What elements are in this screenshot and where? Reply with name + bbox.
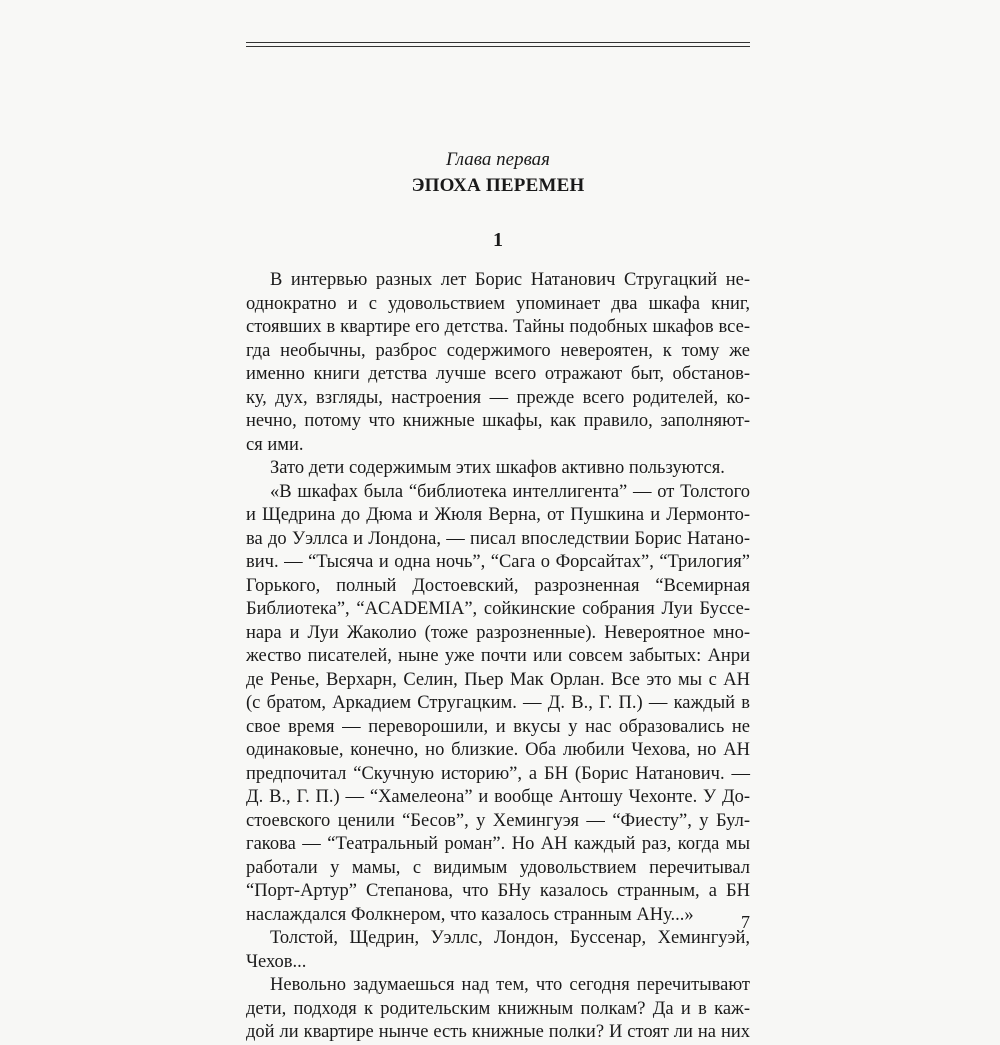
body-text (246, 269, 750, 1045)
text-line: жество писателей, ныне уже почти или совсем забытых: Анри (246, 646, 750, 666)
text-line: стоявших в квартире его детства. Тайны подобных шкафов все- (246, 317, 750, 337)
text-line: нара и Луи Жаколио (тоже разрозненные). Невероятное мно- (246, 622, 750, 643)
text-line: стоевского ценили “Бесов”, у Хемингуэя — “Фиесту”, у Бул- (246, 810, 750, 831)
text-line: гакова — “Театральный роман”. Но АН каждый раз, когда мы (246, 834, 750, 854)
text-line: наслаждался Фолкнером, что казалось странным АНу...» (246, 904, 694, 925)
text-line: Толстой, Щедрин, Уэллс, Лондон, Буссенар, Хемингуэй, (270, 928, 750, 948)
text-line: «В шкафах была “библиотека интеллигента” — от Толстого (270, 481, 750, 502)
text-line: Чехов... (246, 951, 307, 972)
page-number: 7 (741, 912, 750, 932)
text-line: гда необычны, разброс содержимого невероятен, к тому же (246, 340, 750, 361)
text-line: предпочитал “Скучную историю”, а БН (Борис Натанович. — (246, 763, 750, 784)
header-double-rule (246, 42, 750, 47)
text-line: свое время — переворошили, и вкусы у нас образовались не (246, 716, 750, 737)
text-line: ся ими. (246, 434, 304, 455)
text-line: (с братом, Аркадием Стругацким. — Д. В., Г. П.) — каждый в (246, 693, 750, 713)
text-line: ку, дух, взгляды, настроения — прежде всего родителей, ко- (246, 387, 750, 408)
text-line: вич. — “Тысяча и одна ночь”, “Сага о Форсайтах”, “Трилогия” (246, 552, 750, 572)
chapter-label: Глава первая (445, 149, 551, 170)
text-line: дой ли квартире нынче есть книжные полки? И стоят ли на них (246, 1022, 750, 1042)
text-line: однократно и с удовольствием упоминает два шкафа книг, (246, 293, 750, 314)
text-line: “Порт-Артур” Степанова, что БНу казалось странным, а БН (246, 881, 750, 901)
text-line: работали у мамы, с видимым удовольствием перечитывал (246, 857, 750, 878)
text-line: Горького, полный Достоевский, разрозненная “Всемирная (246, 575, 750, 596)
text-line: Д. В., Г. П.) — “Хамелеона” и вообще Антошу Чехонте. У До- (246, 787, 750, 807)
text-line: ва до Уэллса и Лондона, — писал впоследствии Борис Натано- (246, 528, 750, 549)
text-line: и Щедрина до Дюма и Жюля Верна, от Пушкина и Лермонто- (246, 505, 750, 525)
text-line: Зато дети содержимым этих шкафов активно пользуются. (270, 458, 725, 478)
text-line: Библиотека”, “ACADEMIA”, сойкинские собрания Луи Буссе- (246, 599, 750, 619)
chapter-title: ЭПОХА ПЕРЕМЕН (411, 175, 585, 196)
text-line: именно книги детства лучше всего отражают быт, обстанов- (246, 364, 750, 384)
text-line: В интервью разных лет Борис Натанович Стругацкий не- (270, 270, 750, 290)
text-line: нечно, потому что книжные шкафы, как правило, заполняют- (246, 411, 750, 431)
text-line: одинаковые, конечно, но близкие. Оба любили Чехова, но АН (246, 740, 750, 760)
text-line: де Ренье, Верхарн, Селин, Пьер Мак Орлан. Все это мы с АН (246, 669, 750, 690)
text-line: Невольно задумаешься над тем, что сегодня перечитывают (270, 975, 750, 995)
section-number: 1 (493, 229, 503, 251)
text-line: дети, подходя к родительским книжным полкам? Да и в каж- (246, 998, 750, 1019)
